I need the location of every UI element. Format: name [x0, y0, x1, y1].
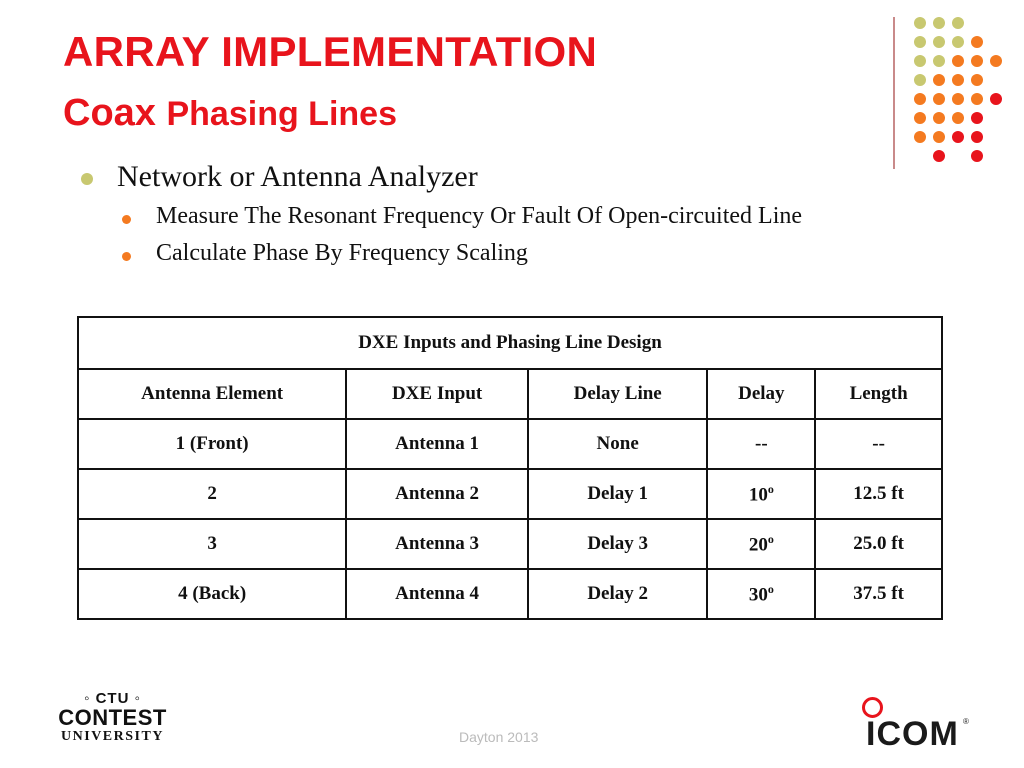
decorative-dot: [914, 74, 926, 86]
decorative-dot: [971, 74, 983, 86]
decorative-dot: [933, 93, 945, 105]
registered-mark: ®: [963, 717, 969, 726]
bullet-level2-item: Calculate Phase By Frequency Scaling: [156, 240, 528, 266]
table-caption: DXE Inputs and Phasing Line Design: [78, 317, 942, 369]
table-row: [78, 419, 942, 469]
decorative-dot: [990, 55, 1002, 67]
table-row: [78, 569, 942, 619]
decorative-dot: [914, 36, 926, 48]
decorative-dot: [933, 36, 945, 48]
decorative-dot: [971, 55, 983, 67]
decorative-dot: [933, 112, 945, 124]
decorative-dot: [914, 112, 926, 124]
table-cell: Delay 3: [528, 519, 708, 569]
decorative-dot: [952, 74, 964, 86]
table-cell: None: [528, 419, 708, 469]
table-cell: --: [815, 419, 942, 469]
table-cell: 25.0 ft: [815, 519, 942, 569]
bullet-dot-level2: [122, 252, 131, 261]
bullet-level2-item: Measure The Resonant Frequency Or Fault Of Open-circuited Line: [156, 203, 803, 229]
decorative-dot: [952, 17, 964, 29]
table-row: [78, 519, 942, 569]
decorative-dot: [952, 55, 964, 67]
table-cell: 37.5 ft: [815, 569, 942, 619]
decorative-dot: [933, 131, 945, 143]
table-header: Length: [815, 369, 942, 419]
delay-value: 10: [748, 484, 768, 506]
decorative-dot: [914, 93, 926, 105]
subtitle-phasing-lines: Phasing Lines: [166, 95, 397, 133]
table-caption-row: [78, 317, 942, 369]
table-header: DXE Input: [346, 369, 528, 419]
decorative-dot: [971, 112, 983, 124]
table-cell: 2: [78, 469, 346, 519]
table-cell-delay: [707, 519, 815, 569]
table-cell: 3: [78, 519, 346, 569]
decorative-dot: [971, 150, 983, 162]
table-cell: 12.5 ft: [815, 469, 942, 519]
decorative-dot: [971, 93, 983, 105]
icom-wordmark: ICOM: [866, 715, 959, 753]
table-row: [78, 469, 942, 519]
subtitle-coax: Coax: [63, 92, 156, 134]
decorative-dot: [933, 74, 945, 86]
slide-subtitle: [63, 92, 397, 135]
bullet-level1: Network or Antenna Analyzer: [117, 160, 478, 193]
decorative-divider: [893, 17, 895, 169]
decorative-dot: [952, 36, 964, 48]
contest-university-logo: [50, 690, 175, 745]
table-header: Delay Line: [528, 369, 708, 419]
table-header: Antenna Element: [78, 369, 346, 419]
decorative-dot: [990, 93, 1002, 105]
footer-event: Dayton 2013: [459, 729, 539, 745]
bullet-dot-level2: [122, 215, 131, 224]
ctu-logo-university: UNIVERSITY: [61, 729, 164, 744]
table-cell: Delay 2: [528, 569, 708, 619]
decorative-dot: [933, 17, 945, 29]
degree-mark: o: [767, 531, 774, 546]
decorative-dot: [971, 131, 983, 143]
decorative-dot: [933, 150, 945, 162]
table-header: Delay: [707, 369, 815, 419]
degree-mark: o: [767, 581, 774, 596]
table-cell: --: [707, 419, 815, 469]
decorative-dot: [914, 17, 926, 29]
ctu-logo-top: ◦ CTU ◦: [84, 690, 141, 707]
decorative-dot: [952, 93, 964, 105]
decorative-dot: [914, 131, 926, 143]
table-cell: Antenna 3: [346, 519, 528, 569]
decorative-dot: [952, 131, 964, 143]
delay-value: 30: [748, 584, 768, 606]
table-cell: 4 (Back): [78, 569, 346, 619]
ctu-logo-contest: CONTEST: [58, 705, 167, 730]
decorative-dot: [933, 55, 945, 67]
decorative-dot: [971, 36, 983, 48]
decorative-dot: [914, 55, 926, 67]
table-cell-delay: [707, 469, 815, 519]
table-cell: 1 (Front): [78, 419, 346, 469]
table-cell: Antenna 1: [346, 419, 528, 469]
bullet-dot-level1: [81, 173, 93, 185]
table-cell: Antenna 2: [346, 469, 528, 519]
decorative-dot: [952, 112, 964, 124]
table-cell-delay: [707, 569, 815, 619]
table-cell: Delay 1: [528, 469, 708, 519]
slide-title: ARRAY IMPLEMENTATION: [63, 28, 598, 75]
degree-mark: o: [767, 481, 774, 496]
table-cell: Antenna 4: [346, 569, 528, 619]
table-header-row: [78, 369, 942, 419]
phasing-line-table: [77, 316, 943, 620]
delay-value: 20: [748, 534, 768, 556]
